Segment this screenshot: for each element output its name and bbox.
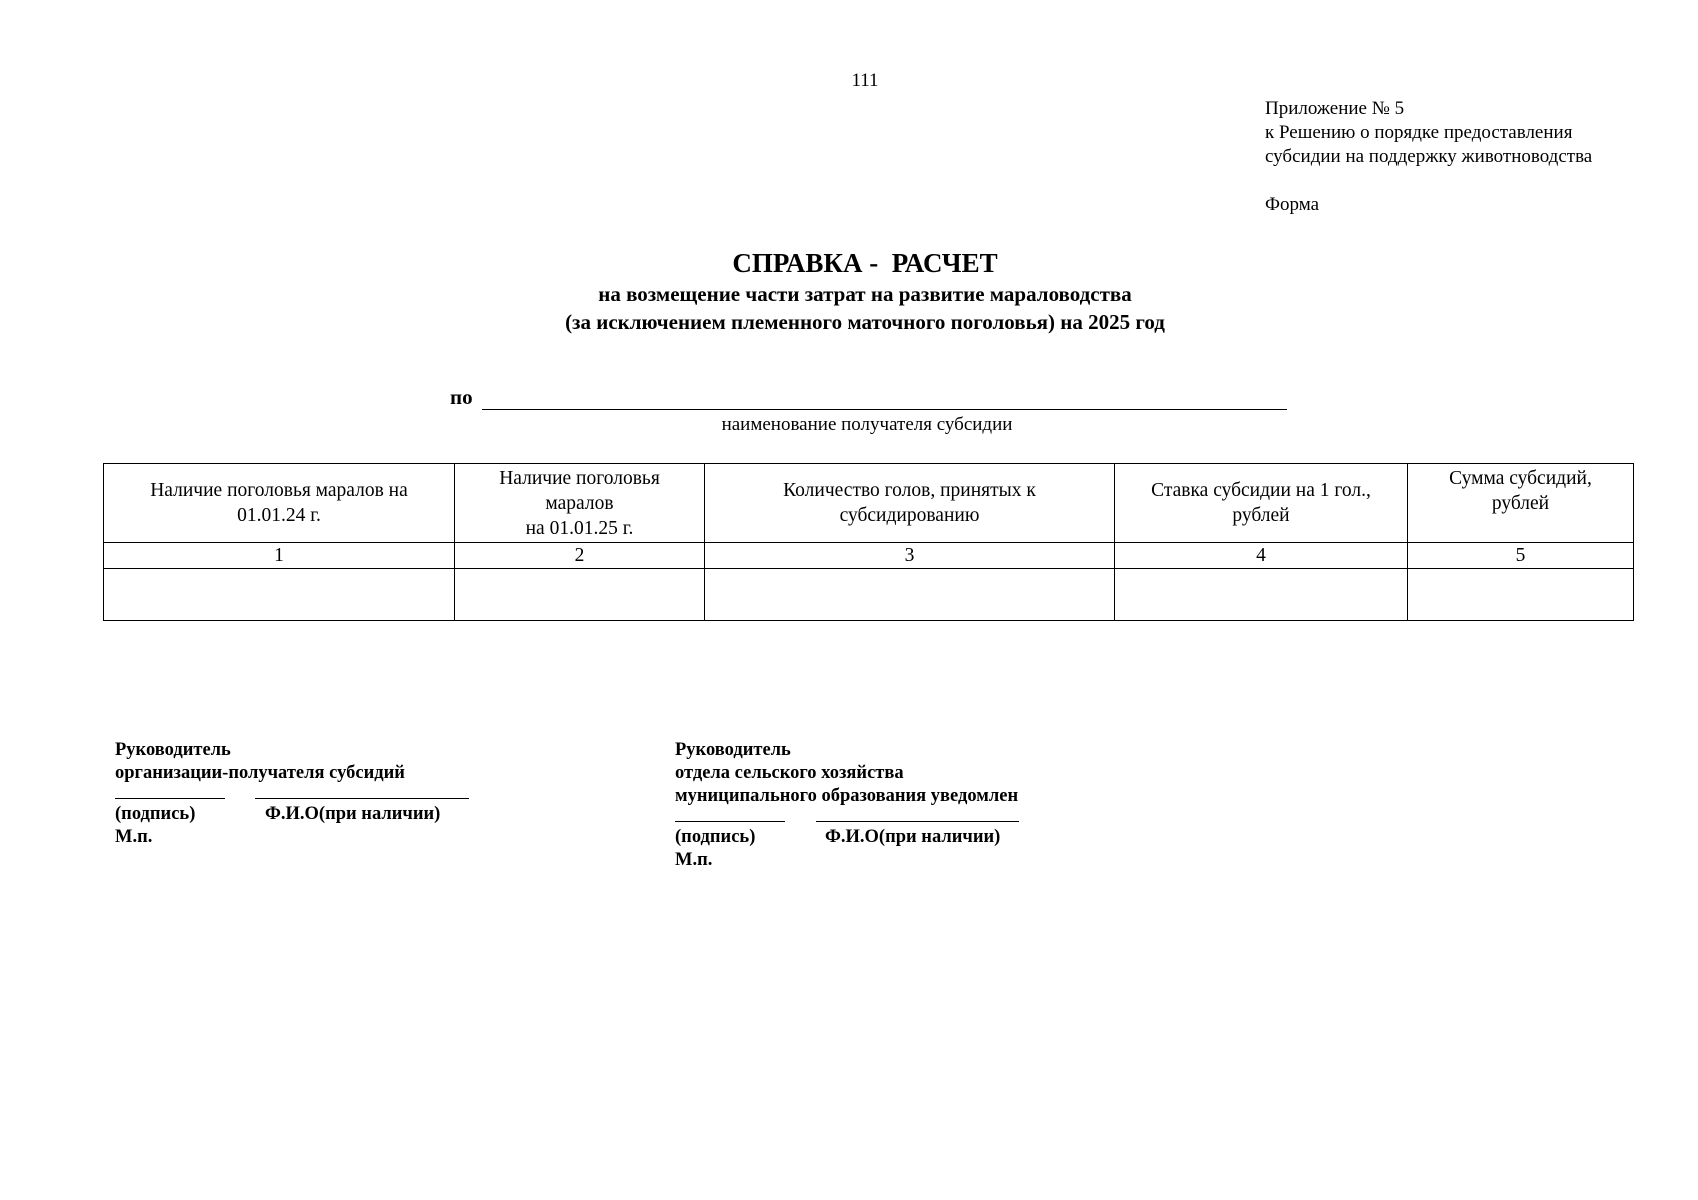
stamp-label: М.п. (675, 850, 713, 870)
table-cell[interactable] (104, 569, 455, 621)
signature-line[interactable] (675, 821, 785, 822)
column-number: 1 (104, 543, 455, 569)
column-header-amount: Сумма субсидий, рублей (1408, 464, 1634, 543)
appendix-line: к Решению о порядке предоставления (1265, 122, 1573, 143)
appendix-line: Приложение № 5 (1265, 98, 1405, 119)
signatory-title: Руководитель (675, 740, 791, 760)
name-line[interactable] (255, 798, 469, 799)
column-number: 4 (1115, 543, 1408, 569)
name-caption: Ф.И.О(при наличии) (265, 804, 441, 824)
appendix-line: субсидии на поддержку животноводства (1265, 146, 1593, 167)
signatory-title: Руководитель (115, 740, 231, 760)
table-cell[interactable] (1408, 569, 1634, 621)
signature-block-recipient (115, 739, 441, 849)
signature-captions (675, 826, 1018, 849)
recipient-name-field[interactable] (482, 409, 1287, 410)
signatory-title: отдела сельского хозяйства (675, 763, 904, 783)
signature-caption: (подпись) (675, 827, 756, 847)
signature-lines (115, 785, 405, 803)
column-header-head-count: Количество голов, принятых к субсидированию (705, 464, 1115, 543)
table-header-row (104, 464, 1634, 543)
column-header-rate: Ставка субсидии на 1 гол., рублей (1115, 464, 1408, 543)
document-title (0, 246, 1698, 336)
column-header-herd-2024: Наличие поголовья маралов на 01.01.24 г. (104, 464, 455, 543)
recipient-caption: наименование получателя субсидии (721, 414, 1013, 435)
title-subtitle-line: на возмещение части затрат на развитие мараловодства (598, 282, 1132, 306)
column-number: 2 (455, 543, 705, 569)
table-row (104, 569, 1634, 621)
column-number: 5 (1408, 543, 1634, 569)
table-cell[interactable] (1115, 569, 1408, 621)
signatory-title: муниципального образования уведомлен (675, 786, 1019, 806)
recipient-prefix: по (450, 385, 473, 409)
column-number: 3 (705, 543, 1115, 569)
stamp-label: М.п. (115, 827, 153, 847)
page-number: 111 (851, 70, 879, 91)
table-cell[interactable] (455, 569, 705, 621)
table-cell[interactable] (705, 569, 1115, 621)
signature-lines (675, 808, 1018, 826)
column-number-row (104, 543, 1634, 569)
appendix-note (1265, 97, 1592, 217)
signature-line[interactable] (115, 798, 225, 799)
title-subtitle-line: (за исключением племенного маточного поголовья) на 2025 год (565, 310, 1165, 334)
signature-caption: (подпись) (115, 804, 196, 824)
column-header-herd-2025: Наличие поголовья маралов на 01.01.25 г. (455, 464, 705, 543)
name-line[interactable] (816, 821, 1019, 822)
form-label: Форма (1265, 194, 1320, 215)
signature-captions (115, 803, 441, 826)
signature-block-department (675, 739, 1018, 872)
name-caption: Ф.И.О(при наличии) (825, 827, 1001, 847)
title-main: СПРАВКА - РАСЧЕТ (732, 248, 998, 278)
signatory-title: организации-получателя субсидий (115, 763, 405, 783)
calculation-table (103, 463, 1634, 621)
